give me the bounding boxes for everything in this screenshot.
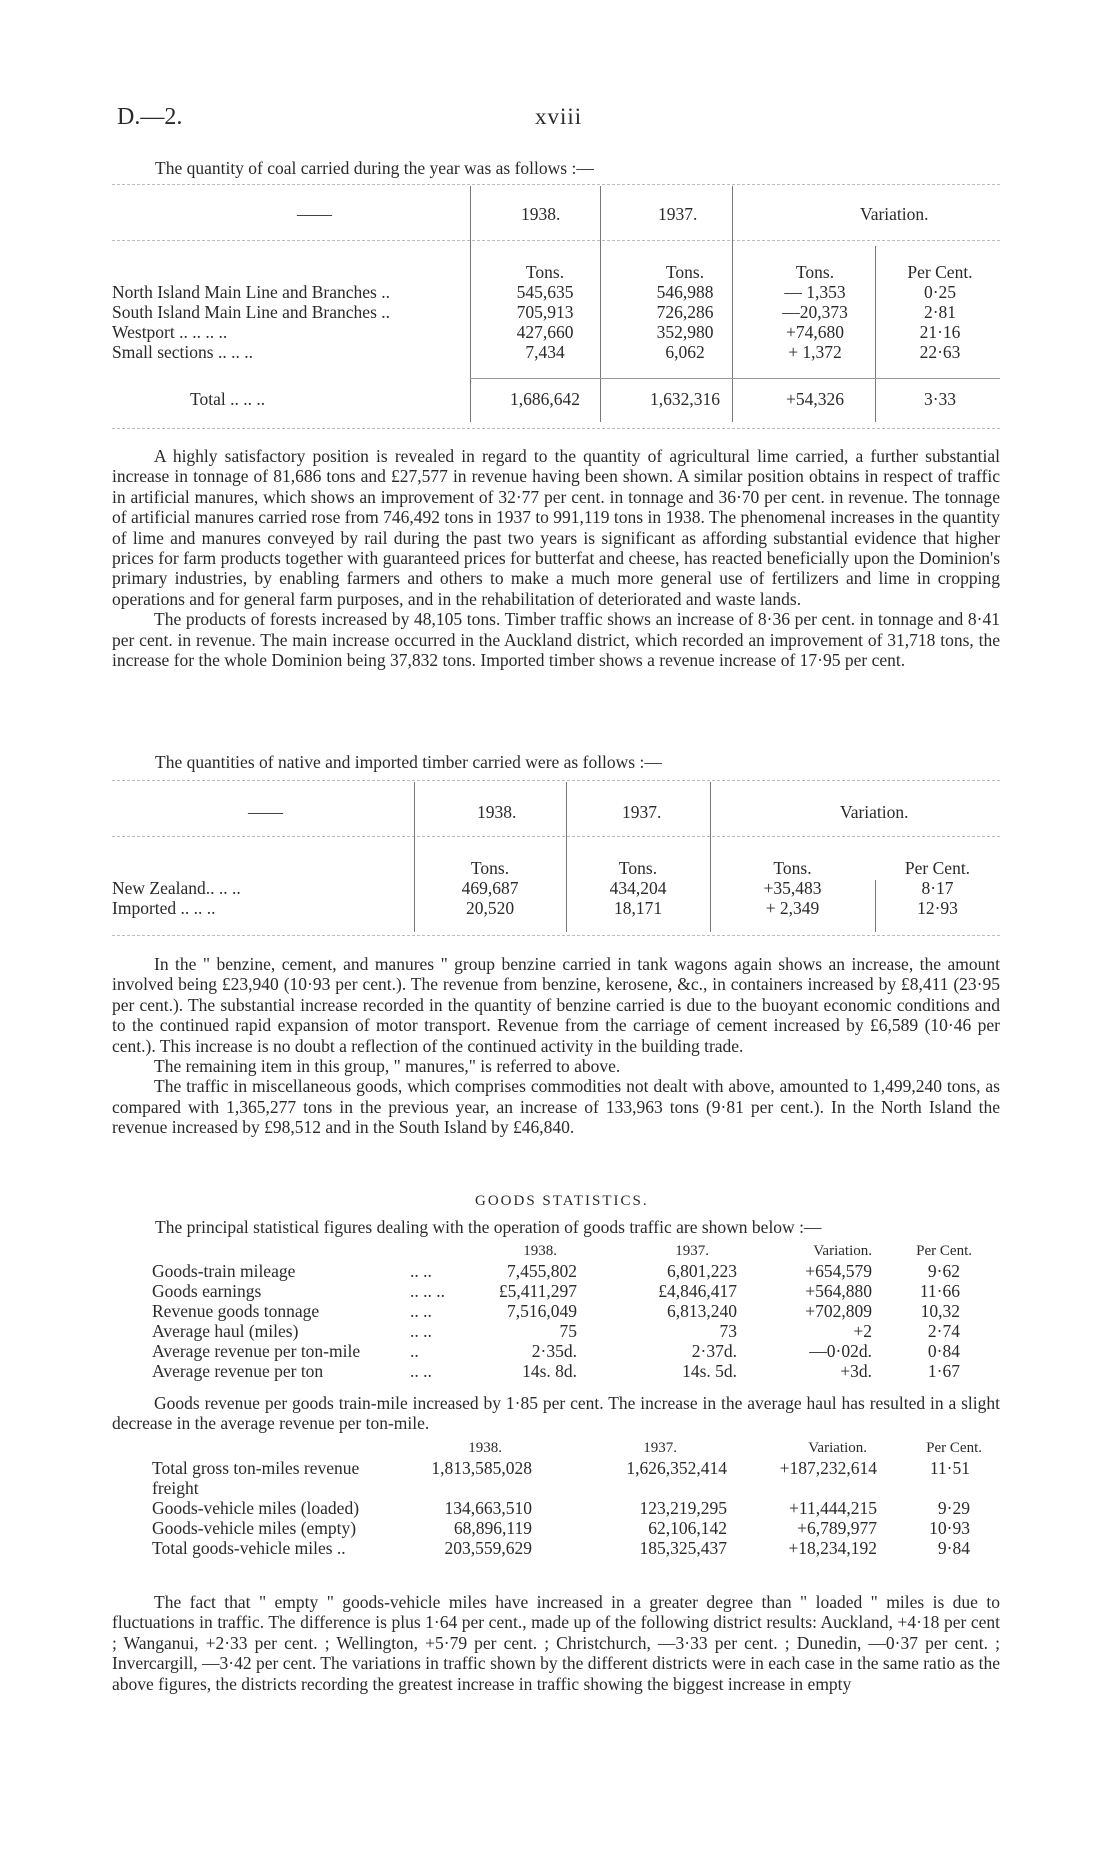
cell-percent: 10,32 [920,1301,960,1321]
table-row [152,1458,982,1498]
coal-total-table [112,389,1000,409]
leader-dots: .. .. [410,1361,432,1381]
row-label: New Zealand.. .. .. [112,878,241,898]
paragraph: The remaining item in this group, " manures," is referred to above. [154,1056,621,1077]
goods-intro: The principal statistical figures dealing with the operation of goods traffic are shown below :— [155,1217,822,1237]
goods-table [152,1241,972,1381]
row-label: Average revenue per ton-mile [152,1341,361,1361]
coal-col-blank: —— [297,204,332,224]
cell-1937: 546,988 [656,282,714,302]
row-label: South Island Main Line and Branches .. [112,302,391,322]
paragraph: The products of forests increased by 48,105 tons. Timber traffic shows an increase of 8·36 per cent. in tonnage and 8·41 per cent. in revenue. The main increase occurred in the Auckland district, which recorded an improvement of 31,718 tons, the increase for the whole Dominion being 37,832 tons. Imported timber shows a revenue increase of 17·95 per cent. [112,609,1000,671]
cell-percent: 11·51 [929,1458,970,1478]
cell-1937: 434,204 [609,878,667,898]
row-label: Goods-vehicle miles (empty) [152,1518,357,1538]
cell-1937: £4,846,417 [658,1281,737,1301]
coal-col-1937: 1937. [658,204,698,224]
table-rule [112,428,1000,429]
goods-statistics-heading: GOODS STATISTICS. [475,1193,649,1209]
cell-1937: 62,106,142 [648,1518,727,1538]
cell-percent: 9·62 [927,1261,960,1281]
timber-unit-var: Tons. [773,858,812,878]
timber-unit-1937: Tons. [618,858,658,878]
page-code: D.—2. [117,104,183,130]
table-row [112,282,1000,302]
cell-percent: 0·84 [927,1341,960,1361]
cell-variation: +35,483 [763,878,822,898]
row-label: Total goods-vehicle miles .. [152,1538,346,1558]
coal-intro: The quantity of coal carried during the year was as follows :— [155,158,594,178]
paragraph: Goods revenue per goods train-mile increased by 1·85 per cent. The increase in the average haul has resulted in a slight decrease in the average revenue per ton-mile. [112,1393,1000,1434]
cell-1938: 2·35d. [531,1341,577,1361]
table-row [112,302,1000,322]
goods-col-variation: Variation. [813,1243,872,1259]
row-label: Total .. .. .. [190,389,266,409]
vehicle-col-1937: 1937. [643,1440,677,1456]
cell-1938: £5,411,297 [498,1281,577,1301]
body-text [112,1393,1000,1434]
paragraph: In the " benzine, cement, and manures " group benzine carried in tank wagons again shows an increase, the amount involved being £23,940 (10·93 per cent.). The revenue from benzine, kerosene, &c., in containers increased by £8,411 (23·95 per cent.). The substantial increase recorded in the quantity of benzine carried is due to the buoyant economic conditions and to the continued rapid expansion of motor transport. Revenue from the carriage of cement increased by £6,589 (10·46 per cent.). This increase is no doubt a reflection of the continued activity in the building trade. [112,954,1000,1056]
cell-1938: 705,913 [516,302,574,322]
cell-variation: +6,789,977 [797,1518,877,1538]
cell-1938: 14s. 8d. [522,1361,577,1381]
leader-dots: .. .. [410,1301,432,1321]
vehicle-col-pct: Per Cent. [926,1440,982,1456]
cell-variation: +18,234,192 [788,1538,877,1558]
cell-1937: 73 [719,1321,737,1341]
cell-1938: 20,520 [465,898,515,918]
cell-1937: 352,980 [656,322,714,342]
coal-table [112,262,1000,362]
cell-1938: 469,687 [461,878,519,898]
table-row [152,1361,972,1381]
row-label: Average revenue per ton [152,1361,324,1381]
leader-dots: .. .. [410,1261,432,1281]
row-label: Westport .. .. .. .. [112,322,228,342]
cell-1937: 1,626,352,414 [626,1458,727,1478]
cell-1937: 14s. 5d. [682,1361,737,1381]
timber-units-row [112,858,1000,878]
cell-percent: 3·33 [923,389,957,409]
cell-variation: +11,444,215 [789,1498,877,1518]
goods-col-1938: 1938. [523,1243,557,1259]
coal-col-variation: Variation. [860,204,929,224]
body-text [112,954,1000,1138]
cell-variation: +564,880 [805,1281,872,1301]
cell-variation: +2 [853,1321,872,1341]
table-row [112,878,1000,898]
timber-col-1937: 1937. [622,802,662,822]
cell-1938: 1,686,642 [510,389,580,409]
cell-variation: —20,373 [782,302,848,322]
cell-percent: 22·63 [919,342,961,362]
timber-unit-pct: Per Cent. [904,858,971,878]
paragraph: A highly satisfactory position is revealed in regard to the quantity of agricultural lime carried, a further substantial increase in tonnage of 81,686 tons and £27,577 in revenue having been shown. A similar position obtains in respect of traffic in artificial manures, which shows an improvement of 32·77 per cent. in tonnage and 36·70 per cent. in revenue. The tonnage of artificial manures carried rose from 746,492 tons in 1937 to 991,119 tons in 1938. The phenomenal increases in the quantity of lime and manures conveyed by rail during the past two years is significant as affording substantial evidence that higher prices for farm products together with guaranteed prices for butterfat and cheese, has reacted beneficially upon the Dominion's primary industries, by enabling farmers and others to make a much more general use of fertilizers and lime in cropping operations and for general farm purposes, and in the rehabilitation of deteriorated and waste lands. [112,446,1000,609]
vehicle-header-row [152,1438,982,1458]
table-row [152,1498,982,1518]
table-rule [112,240,1000,241]
cell-percent: 8·17 [921,878,954,898]
goods-col-1937: 1937. [675,1243,709,1259]
cell-percent: 2·74 [927,1321,960,1341]
cell-1938: 427,660 [516,322,574,342]
table-rule [112,935,1000,936]
table-row [152,1261,972,1281]
cell-1938: 68,896,119 [453,1518,532,1538]
coal-unit-1937: Tons. [665,262,705,282]
body-text [112,446,1000,670]
cell-1938: 545,635 [516,282,574,302]
cell-variation: — 1,353 [784,282,846,302]
total-row [112,389,1000,409]
coal-unit-1938: Tons. [525,262,565,282]
table-rule [112,184,1000,185]
cell-percent: 10·93 [929,1518,970,1538]
leader-dots: .. [410,1341,419,1361]
cell-variation: +3d. [840,1361,872,1381]
goods-header-row [152,1241,972,1261]
cell-variation: + 1,372 [788,342,842,362]
cell-variation: +74,680 [786,322,844,342]
cell-1938: 203,559,629 [444,1538,532,1558]
row-label: Small sections .. .. .. [112,342,253,362]
cell-1937: 6,801,223 [667,1261,737,1281]
vehicle-col-variation: Variation. [808,1440,867,1456]
row-label: North Island Main Line and Branches .. [112,282,390,302]
table-row [152,1341,972,1361]
row-label: Average haul (miles) [152,1321,299,1341]
row-label: Goods-vehicle miles (loaded) [152,1498,360,1518]
leader-dots: .. .. [410,1321,432,1341]
cell-variation: —0·02d. [809,1341,872,1361]
cell-percent: 9·84 [937,1538,970,1558]
timber-table [112,858,1000,918]
cell-1937: 726,286 [656,302,714,322]
timber-col-blank: —— [248,802,283,822]
table-row [152,1538,982,1558]
row-label: Total gross ton-miles revenue freight [152,1458,360,1498]
coal-unit-var: Tons. [795,262,835,282]
vehicle-miles-table [152,1438,982,1558]
table-row [152,1281,972,1301]
cell-1938: 7,434 [525,342,565,362]
table-rule [112,780,1000,781]
cell-1937: 6,813,240 [667,1301,737,1321]
table-rule [112,836,1000,837]
cell-percent: 12·93 [917,898,958,918]
cell-1938: 7,455,802 [507,1261,577,1281]
cell-1938: 75 [559,1321,577,1341]
coal-units-row [112,262,1000,282]
cell-percent: 11·66 [919,1281,960,1301]
timber-intro: The quantities of native and imported timber carried were as follows :— [155,752,662,772]
cell-percent: 21·16 [919,322,961,342]
table-row [112,898,1000,918]
cell-percent: 0·25 [923,282,957,302]
paragraph: The traffic in miscellaneous goods, which comprises commodities not dealt with above, amounted to 1,499,240 tons, as compared with 1,365,277 tons in the previous year, an increase of 133,963 tons (9·81 per cent.). In the North Island the revenue increased by £98,512 and in the South Island by £46,840. [112,1076,1000,1138]
cell-percent: 2·81 [923,302,957,322]
coal-unit-pct: Per Cent. [907,262,973,282]
paragraph: The fact that " empty " goods-vehicle miles have increased in a greater degree than " loaded " miles is due to fluctuations in traffic. The difference is plus 1·64 per cent., made up of the following district results: Auckland, +4·18 per cent ; Wanganui, +2·33 per cent. ; Wellington, +5·79 per cent. ; Christchurch, —3·33 per cent. ; Dunedin, —0·37 per cent. ; Invercargill, —3·42 per cent. The variations in traffic shown by the different districts were in each case in the same ratio as the above figures, the districts recording the greatest increase in traffic showing the biggest increase in empty [112,1592,1000,1694]
cell-1937: 2·37d. [691,1341,737,1361]
row-label: Goods earnings [152,1281,262,1301]
cell-1938: 134,663,510 [444,1498,532,1518]
cell-variation: +654,579 [805,1261,872,1281]
cell-1937: 185,325,437 [639,1538,727,1558]
total-rule [470,378,1000,379]
timber-col-variation: Variation. [840,802,909,822]
table-row [152,1518,982,1538]
timber-unit-1938: Tons. [470,858,510,878]
row-label: Revenue goods tonnage [152,1301,320,1321]
cell-percent: 9·29 [937,1498,970,1518]
table-row [112,322,1000,342]
timber-col-1938: 1938. [477,802,517,822]
cell-variation: +702,809 [805,1301,872,1321]
coal-col-1938: 1938. [521,204,561,224]
cell-1937: 123,219,295 [639,1498,727,1518]
cell-variation: +187,232,614 [779,1458,877,1478]
table-row [152,1301,972,1321]
table-row [112,342,1000,362]
cell-variation: + 2,349 [765,898,820,918]
cell-1938: 7,516,049 [507,1301,577,1321]
body-text [112,1592,1000,1694]
cell-1937: 6,062 [665,342,705,362]
cell-variation: +54,326 [786,389,844,409]
table-row [152,1321,972,1341]
cell-1937: 18,171 [613,898,663,918]
leader-dots: .. .. .. [410,1281,445,1301]
row-label: Goods-train mileage [152,1261,296,1281]
cell-percent: 1·67 [927,1361,960,1381]
vehicle-col-1938: 1938. [468,1440,502,1456]
page-number: xviii [535,104,583,129]
cell-1937: 1,632,316 [650,389,720,409]
row-label: Imported .. .. .. [112,898,216,918]
goods-col-pct: Per Cent. [916,1243,972,1259]
cell-1938: 1,813,585,028 [431,1458,532,1478]
